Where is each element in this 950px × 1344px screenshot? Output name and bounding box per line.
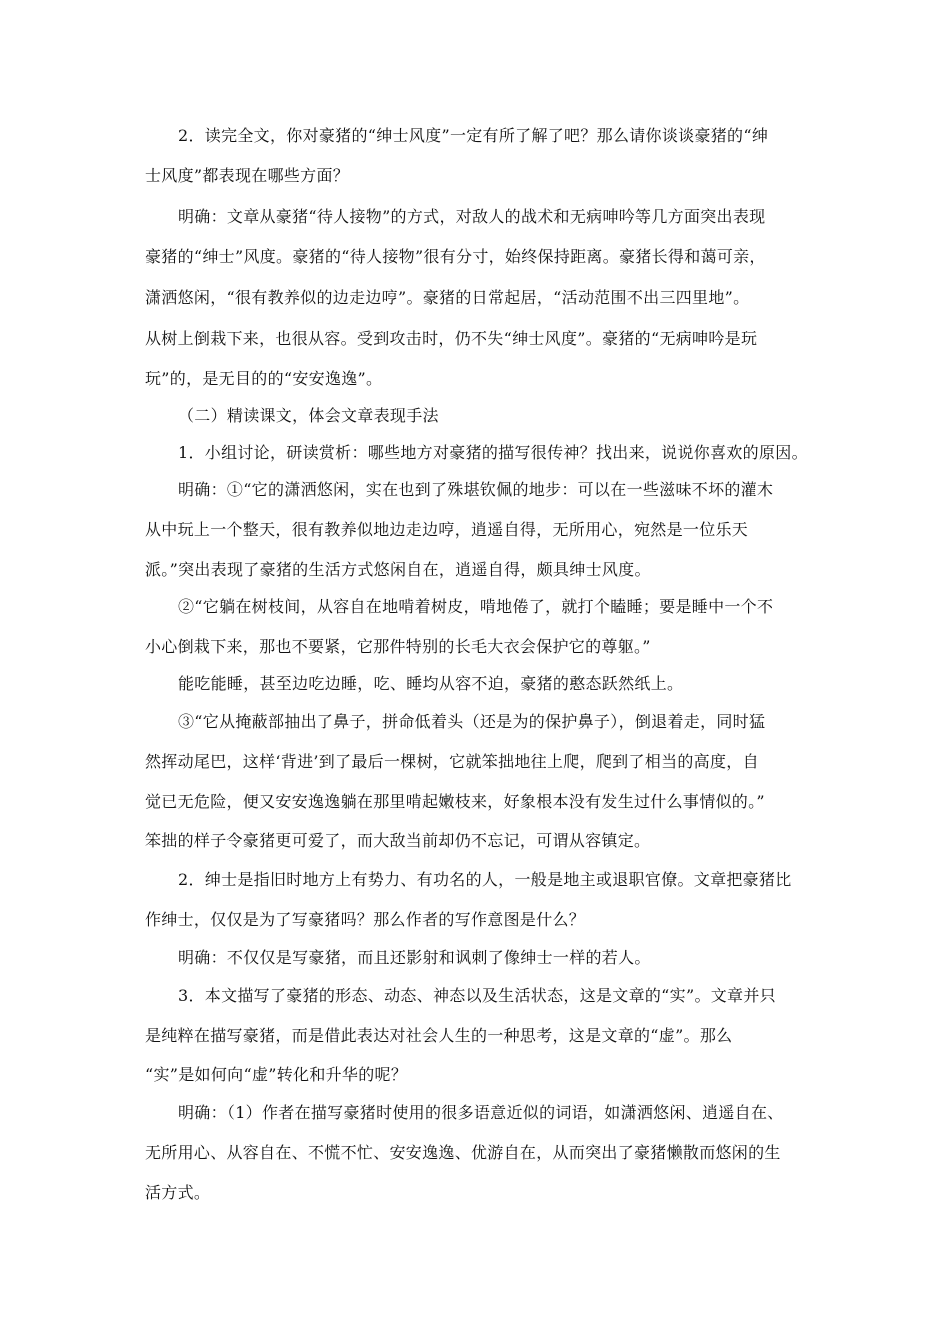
paragraph-line: 派。”突出表现了豪猪的生活方式悠闲自在，逍遥自得，颇具绅士风度。 <box>145 560 651 579</box>
paragraph-line: 从树上倒栽下来，也很从容。受到攻击时，仍不失“绅士风度”。豪猪的“无病呻吟是玩 <box>145 329 758 348</box>
paragraph-line: 是纯粹在描写豪猪，而是借此表达对社会人生的一种思考，这是文章的“虚”。那么 <box>145 1026 733 1045</box>
paragraph-line: 能吃能睡，甚至边吃边睡，吃、睡均从容不迫，豪猪的憨态跃然纸上。 <box>178 674 684 693</box>
paragraph-line: 然挥动尾巴，这样‘背进’到了最后一棵树，它就笨拙地往上爬，爬到了相当的高度，自 <box>145 752 759 771</box>
paragraph-line: 2．读完全文，你对豪猪的“绅士风度”一定有所了解了吧？那么请你谈谈豪猪的“绅 <box>178 126 769 145</box>
paragraph-line: 明确：（1）作者在描写豪猪时使用的很多语意近似的词语，如潇洒悠闲、逍遥自在、 <box>178 1103 784 1122</box>
paragraph-line: 玩”的，是无目的的“安安逸逸”。 <box>145 369 383 388</box>
paragraph-line: 3．本文描写了豪猪的形态、动态、神态以及生活状态，这是文章的“实”。文章并只 <box>178 986 776 1005</box>
paragraph-line: “实”是如何向“虚”转化和升华的呢？ <box>145 1065 408 1084</box>
paragraph-line: ②“它躺在树枝间，从容自在地啃着树皮，啃地倦了，就打个瞌睡；要是睡中一个不 <box>178 597 774 616</box>
paragraph-line: 士风度”都表现在哪些方面？ <box>145 166 350 185</box>
paragraph-line: 明确：文章从豪猪“待人接物”的方式，对敌人的战术和无病呻吟等几方面突出表现 <box>178 207 766 226</box>
section-heading: （二）精读课文，体会文章表现手法 <box>178 406 439 425</box>
paragraph-line: ③“它从掩蔽部抽出了鼻子，拼命低着头（还是为的保护鼻子），倒退着走，同时猛 <box>178 712 766 731</box>
paragraph-line: 从中玩上一个整天，很有教养似地边走边哼，逍遥自得，无所用心，宛然是一位乐天 <box>145 520 749 539</box>
paragraph-line: 觉已无危险，便又安安逸逸躺在那里啃起嫩枝来，好象根本没有发生过什么事情似的。” <box>145 792 765 811</box>
paragraph-line: 潇洒悠闲，“很有教养似的边走边哼”。豪猪的日常起居，“活动范围不出三四里地”。 <box>145 288 750 307</box>
paragraph-line: 明确：①“它的潇洒悠闲，实在也到了殊堪钦佩的地步：可以在一些滋味不坏的灌木 <box>178 480 774 499</box>
paragraph-line: 豪猪的“绅士”风度。豪猪的“待人接物”很有分寸，始终保持距离。豪猪长得和蔼可亲， <box>145 247 766 266</box>
paragraph-line: 笨拙的样子令豪猪更可爱了，而大敌当前却仍不忘记，可谓从容镇定。 <box>145 831 651 850</box>
paragraph-line: 明确：不仅仅是写豪猪，而且还影射和讽刺了像绅士一样的若人。 <box>178 948 651 967</box>
paragraph-line: 无所用心、从容自在、不慌不忙、安安逸逸、优游自在，从而突出了豪猪懒散而悠闲的生 <box>145 1143 781 1162</box>
paragraph-line: 作绅士，仅仅是为了写豪猪吗？那么作者的写作意图是什么？ <box>145 910 586 929</box>
paragraph-line: 活方式。 <box>145 1183 211 1202</box>
paragraph-line: 2．绅士是指旧时地方上有势力、有功名的人，一般是地主或退职官僚。文章把豪猪比 <box>178 870 792 889</box>
paragraph-line: 1．小组讨论，研读赏析：哪些地方对豪猪的描写很传神？找出来，说说你喜欢的原因。 <box>178 443 808 462</box>
paragraph-line: 小心倒栽下来，那也不要紧，它那件特别的长毛大衣会保护它的尊躯。” <box>145 637 651 656</box>
